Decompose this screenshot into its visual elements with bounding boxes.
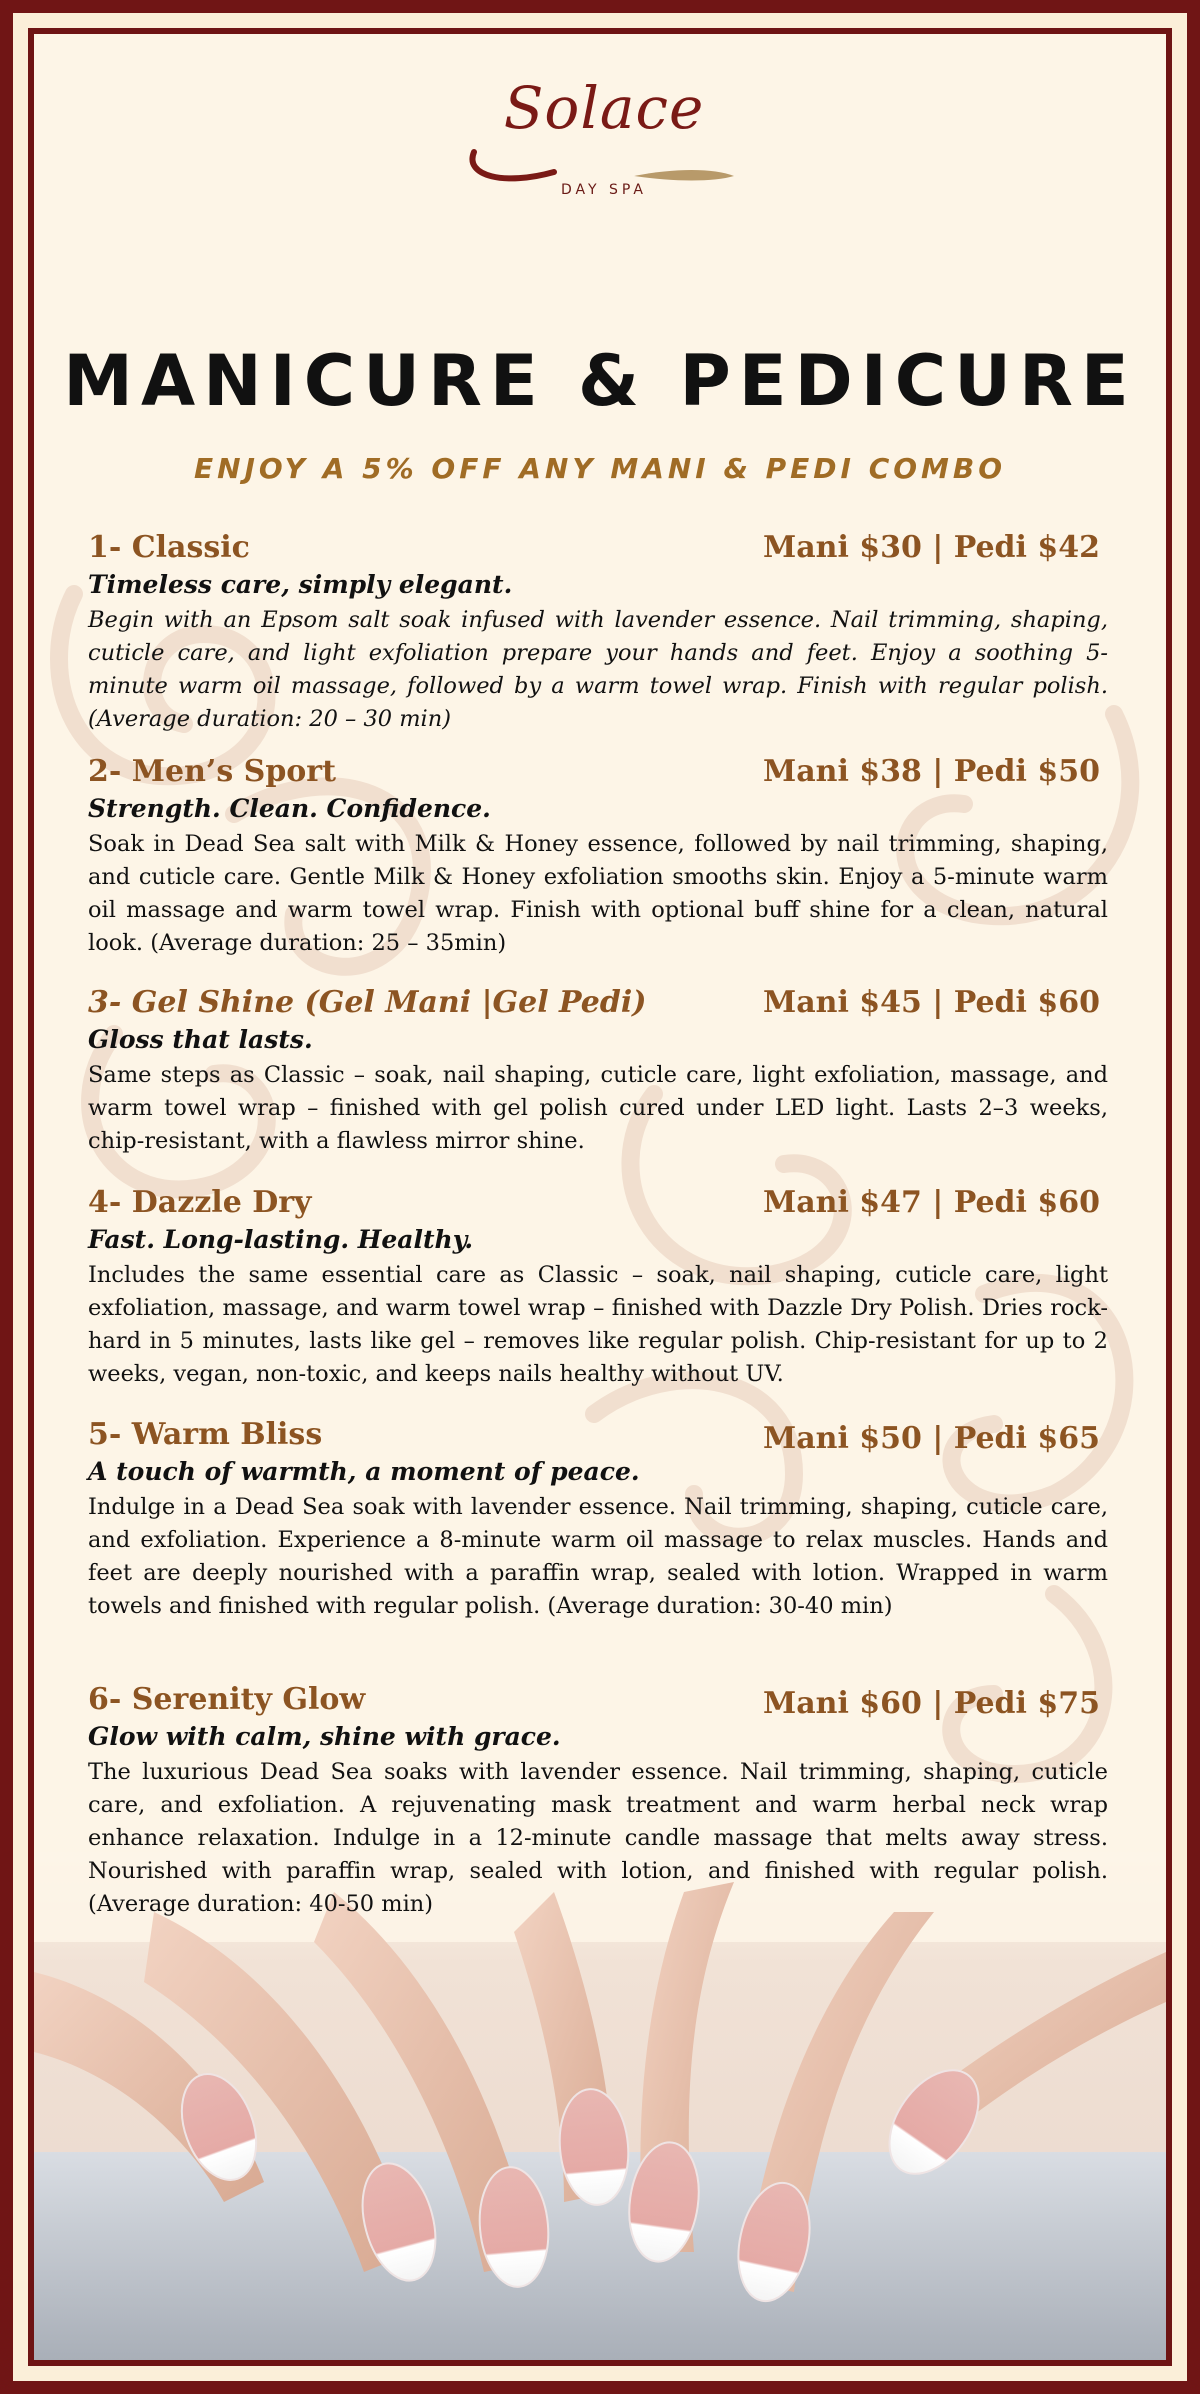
- spa-logo: [464, 74, 744, 198]
- service-name: 3- Gel Shine (Gel Mani |Gel Pedi): [88, 985, 647, 1020]
- service-tagline: Timeless care, simply elegant.: [88, 570, 513, 599]
- service-price: Mani $60 | Pedi $75: [762, 1686, 1100, 1721]
- service-tagline: Gloss that lasts.: [88, 1025, 313, 1054]
- service-description: Begin with an Epsom salt soak infused with lavender essence. Nail trimming, shaping, cuticle care, and light exfoliation prepare your hands and feet. Enjoy a soothing 5-minute warm oil massage, followed by a warm towel wrap. Finish with regular polish. (Average duration: 20 – 30 min): [88, 607, 1108, 732]
- service-description: Soak in Dead Sea salt with Milk & Honey essence, followed by nail trimming, shaping, and cuticle care. Gentle Milk & Honey exfoliation smooths skin. Enjoy a 5-minute warm oil massage and warm towel wrap. Finish with optional buff shine for a clean, natural look. (Average duration: 25 – 35min): [88, 831, 1108, 956]
- service-tagline: Strength. Clean. Confidence.: [88, 794, 491, 823]
- service-tagline: Fast. Long-lasting. Healthy.: [88, 1225, 474, 1254]
- service-tagline: A touch of warmth, a moment of peace.: [88, 1457, 640, 1486]
- service-price: Mani $30 | Pedi $42: [762, 530, 1100, 565]
- service-description: Same steps as Classic – soak, nail shaping, cuticle care, light exfoliation, massage, and warm towel wrap – finished with gel polish cured under LED light. Lasts 2–3 weeks, chip-resistant, with a flawless mirror shine.: [88, 1062, 1108, 1154]
- logo-text: Solace: [503, 74, 705, 142]
- service-name: 6- Serenity Glow: [88, 1682, 366, 1717]
- service-name: 1- Classic: [88, 530, 250, 565]
- page-title: MANICURE & PEDICURE: [63, 340, 1137, 422]
- service-price: Mani $50 | Pedi $65: [762, 1421, 1100, 1456]
- service-price: Mani $45 | Pedi $60: [762, 985, 1100, 1020]
- service-tagline: Glow with calm, shine with grace.: [88, 1722, 561, 1751]
- service-name: 2- Men’s Sport: [88, 754, 336, 789]
- manicured-hands-photo: [34, 1852, 1166, 2360]
- service-price: Mani $47 | Pedi $60: [762, 1185, 1100, 1220]
- menu-page: [34, 34, 1166, 2360]
- service-name: 4- Dazzle Dry: [88, 1185, 312, 1220]
- service-price: Mani $38 | Pedi $50: [762, 754, 1100, 789]
- logo-subtext: DAY SPA: [560, 182, 648, 198]
- service-description: Indulge in a Dead Sea soak with lavender essence. Nail trimming, shaping, cuticle care, and exfoliation. Experience a 8-minute warm oil massage to relax muscles. Hands and feet are deeply nourished with a paraffin wrap, sealed with lotion. Wrapped in warm towels and finished with regular polish. (Average duration: 30-40 min): [88, 1494, 1108, 1619]
- service-description: The luxurious Dead Sea soaks with lavender essence. Nail trimming, shaping, cuticle care, and exfoliation. A rejuvenating mask treatment and warm herbal neck wrap enhance relaxation. Indulge in a 12-minute candle massage that melts away stress. Nourished with paraffin wrap, sealed with lotion, and finished with regular polish. (Average duration: 40-50 min): [88, 1759, 1108, 1917]
- service-name: 5- Warm Bliss: [88, 1417, 323, 1452]
- promo-banner: ENJOY A 5% OFF ANY MANI & PEDI COMBO: [193, 452, 1007, 485]
- service-description: Includes the same essential care as Classic – soak, nail shaping, cuticle care, light exfoliation, massage, and warm towel wrap – finished with Dazzle Dry Polish. Dries rock-hard in 5 minutes, lasts like gel – removes like regular polish. Chip-resistant for up to 2 weeks, vegan, non-toxic, and keeps nails healthy without UV.: [88, 1262, 1108, 1387]
- logo-swoosh-icon: [464, 146, 744, 186]
